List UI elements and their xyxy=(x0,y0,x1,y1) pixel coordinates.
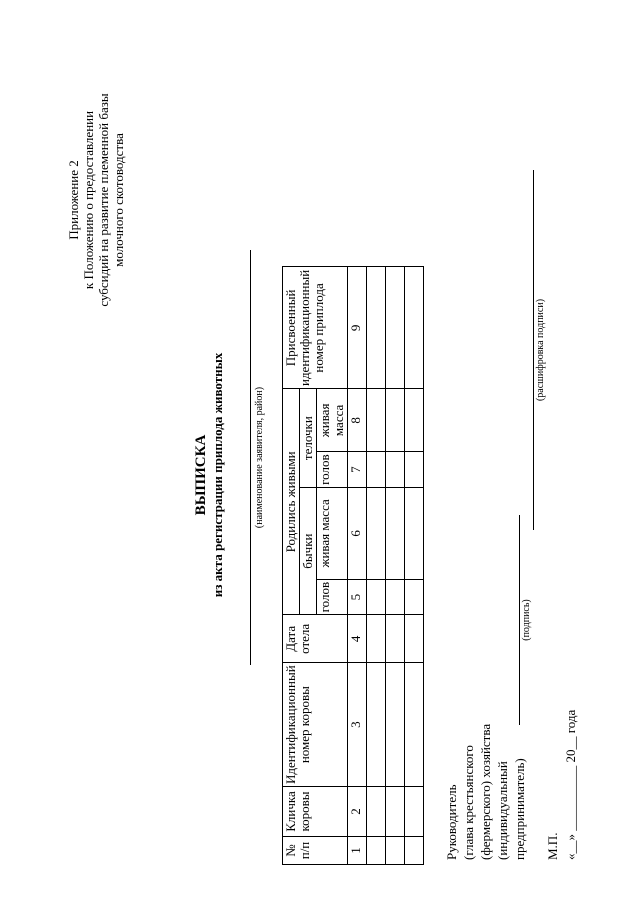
header-weight: живая масса xyxy=(317,487,348,579)
appendix-line: молочного скотоводства xyxy=(111,133,126,267)
table-cell[interactable] xyxy=(386,787,405,837)
table-cell[interactable] xyxy=(367,487,386,579)
header-bulls: бычки xyxy=(300,487,317,614)
date-line[interactable]: «__» __________ 20__ года xyxy=(563,709,578,860)
appendix-line: к Положению о предоставлении xyxy=(81,110,96,290)
table-cell[interactable] xyxy=(386,615,405,663)
appendix-header xyxy=(66,35,126,365)
table-cell[interactable] xyxy=(367,579,386,614)
table-cell[interactable] xyxy=(386,579,405,614)
signatory-line: (глава крестьянского xyxy=(461,745,476,860)
appendix-line: субсидий на развитие племенной базы xyxy=(96,93,111,307)
table-cell[interactable] xyxy=(405,452,424,487)
table-row xyxy=(367,267,386,865)
decoding-caption: (расшифровка подписи) xyxy=(535,298,546,402)
table-cell[interactable] xyxy=(386,663,405,787)
header-cow-id: Идентификационный номер коровы xyxy=(283,663,348,787)
column-number: 7 xyxy=(348,452,367,487)
signatory-line: предприниматель) xyxy=(512,758,527,860)
stamp-place: М.П. xyxy=(545,832,560,860)
table-cell[interactable] xyxy=(386,452,405,487)
column-number: 1 xyxy=(348,837,367,865)
table-cell[interactable] xyxy=(405,487,424,579)
table-cell[interactable] xyxy=(386,389,405,452)
table-cell[interactable] xyxy=(367,452,386,487)
table-cell[interactable] xyxy=(405,389,424,452)
table-cell[interactable] xyxy=(367,663,386,787)
signatory-line: (индивидуальный xyxy=(495,761,510,860)
header-calving-date: Дата отела xyxy=(283,615,348,663)
header-heads: голов xyxy=(317,452,348,487)
header-weight: живая масса xyxy=(317,389,348,452)
table-row xyxy=(386,267,405,865)
table-header-row xyxy=(283,267,300,865)
table-cell[interactable] xyxy=(405,663,424,787)
column-number: 6 xyxy=(348,487,367,579)
table-row xyxy=(405,267,424,865)
header-assigned-id: Присвоенный идентификационный номер приплода xyxy=(283,267,348,389)
document-subtitle: из акта регистрации приплода животных xyxy=(210,352,225,598)
column-number: 9 xyxy=(348,267,367,389)
column-number-row xyxy=(348,267,367,865)
header-heifers: телочки xyxy=(300,389,317,487)
signature-fill-line[interactable] xyxy=(519,515,520,725)
column-number: 3 xyxy=(348,663,367,787)
signature-caption: (подпись) xyxy=(521,599,532,641)
table-cell[interactable] xyxy=(367,615,386,663)
decoding-fill-line[interactable] xyxy=(533,170,534,530)
table-cell[interactable] xyxy=(367,389,386,452)
table-cell[interactable] xyxy=(367,267,386,389)
applicant-fill-line[interactable] xyxy=(250,250,251,665)
table-cell[interactable] xyxy=(405,579,424,614)
header-heads: голов xyxy=(317,579,348,614)
header-name: Кличка коровы xyxy=(283,787,348,837)
column-number: 4 xyxy=(348,615,367,663)
table-cell[interactable] xyxy=(386,487,405,579)
applicant-caption: (наименование заявителя, район) xyxy=(254,386,265,529)
signatory-line: (фермерского) хозяйства xyxy=(478,723,493,860)
header-born-alive: Родились живыми xyxy=(283,389,300,615)
table-cell[interactable] xyxy=(405,615,424,663)
signatory-line: Руководитель xyxy=(444,784,459,860)
registration-table xyxy=(282,266,424,865)
column-number: 8 xyxy=(348,389,367,452)
document-title: ВЫПИСКА xyxy=(193,434,209,516)
table-cell[interactable] xyxy=(405,267,424,389)
table-cell[interactable] xyxy=(367,837,386,865)
column-number: 2 xyxy=(348,787,367,837)
signatory-block xyxy=(443,700,528,860)
header-no: № п/п xyxy=(283,837,348,865)
table-cell[interactable] xyxy=(405,787,424,837)
column-number: 5 xyxy=(348,579,367,614)
table-cell[interactable] xyxy=(386,837,405,865)
table-cell[interactable] xyxy=(367,787,386,837)
appendix-line: Приложение 2 xyxy=(66,160,81,240)
table-cell[interactable] xyxy=(405,837,424,865)
table-cell[interactable] xyxy=(386,267,405,389)
